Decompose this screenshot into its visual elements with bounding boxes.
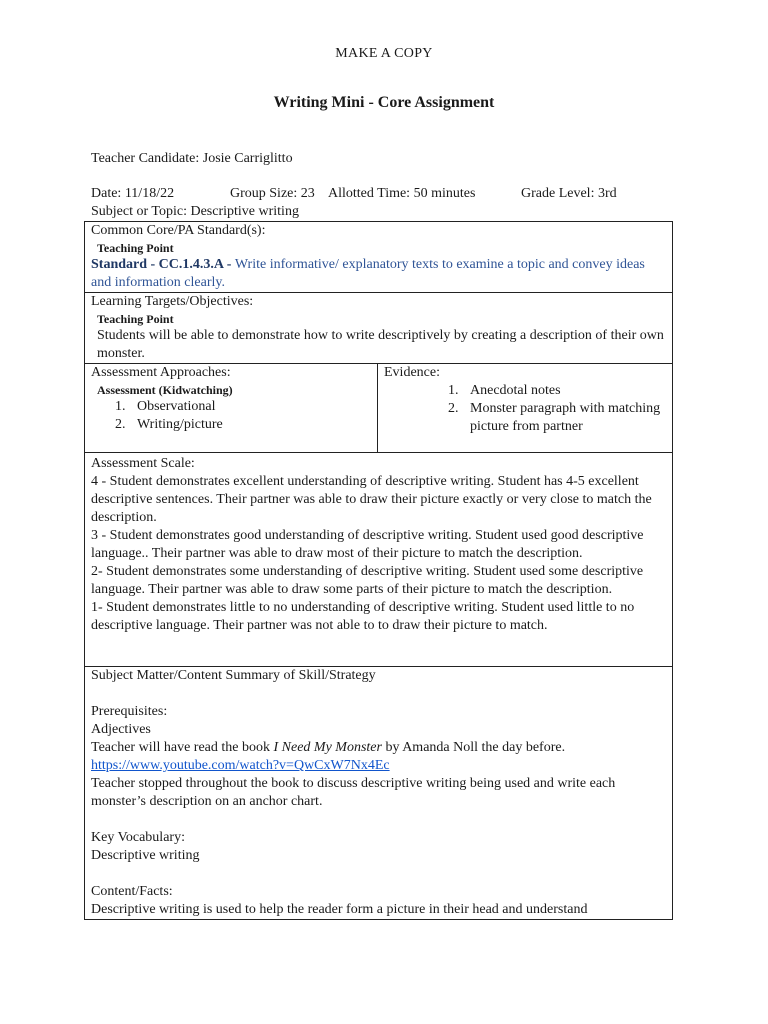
list-item: 1. Anecdotal notes [448, 383, 561, 398]
objectives-heading: Learning Targets/Objectives: [91, 294, 254, 309]
list-item: 1. Observational [115, 399, 216, 414]
standards-row [85, 222, 673, 293]
standards-teaching-point: Teaching Point [97, 241, 174, 255]
scale-level-4: 4 - Student demonstrates excellent understanding of descriptive writing. Student has 4-5 excellent descriptive sentences. Their partner was able to draw their picture exactly or very close to match the description. [91, 474, 652, 525]
prerequisites-heading: Prerequisites: [91, 704, 168, 719]
scale-level-1: 1- Student demonstrates little to no understanding of descriptive writing. Student used little to no descriptive language. Their partner was not able to to draw their picture to match. [91, 600, 635, 633]
make-a-copy-note: MAKE A COPY [335, 46, 433, 61]
meta-row [91, 186, 691, 204]
standard-statement [91, 256, 666, 292]
facts-heading: Content/Facts: [91, 884, 173, 899]
evidence-heading: Evidence: [384, 365, 440, 380]
list-item: 2. Monster paragraph with matching picture from partner [448, 401, 661, 434]
book-sentence: Teacher will have read the book I Need My Monster by Amanda Noll the day before. [91, 740, 566, 755]
scale-heading: Assessment Scale: [91, 456, 195, 471]
scale-level-2: 2- Student demonstrates some understanding of descriptive writing. Student used some descriptive language. Their partner was able to draw some parts of their picture to match the description. [91, 564, 644, 597]
objectives-text: Students will be able to demonstrate how to write descriptively by creating a description of their own monster. [97, 328, 664, 361]
standard-description: Write informative/ explanatory texts to examine a topic and convey ideas and information clearly. [91, 257, 645, 290]
grade-level-field: Grade Level: 3rd [521, 186, 617, 201]
allotted-time-field: Allotted Time: 50 minutes [328, 186, 476, 201]
assessment-heading: Assessment Approaches: [91, 365, 231, 380]
assessment-approaches-cell [85, 364, 378, 453]
document-title: Writing Mini - Core Assignment [273, 94, 495, 111]
youtube-link[interactable]: https://www.youtube.com/watch?v=QwCxW7Nx4Ec [91, 758, 390, 773]
teacher-candidate: Teacher Candidate: Josie Carriglitto [91, 151, 293, 166]
objectives-row [85, 293, 673, 364]
assessment-scale-row [85, 453, 673, 667]
prerequisite-item: Adjectives [91, 722, 151, 737]
lesson-plan-table [84, 221, 673, 920]
facts-text: Descriptive writing is used to help the reader form a picture in their head and understand [91, 902, 588, 917]
content-heading: Subject Matter/Content Summary of Skill/Strategy [91, 668, 376, 683]
assessment-list [115, 398, 371, 434]
standard-code: Standard - CC.1.4.3.A - [91, 257, 235, 272]
standards-heading: Common Core/PA Standard(s): [91, 223, 266, 238]
vocabulary-item: Descriptive writing [91, 848, 200, 863]
vocabulary-heading: Key Vocabulary: [91, 830, 185, 845]
assessment-subheading: Assessment (Kidwatching) [97, 383, 233, 397]
objectives-teaching-point: Teaching Point [97, 312, 174, 326]
content-summary-row [85, 667, 673, 920]
evidence-cell [378, 364, 673, 453]
assessment-row [85, 364, 673, 453]
date-field: Date: 11/18/22 [91, 186, 175, 201]
scale-level-3: 3 - Student demonstrates good understanding of descriptive writing. Student used good descriptive language.. Their partner was able to draw most of their picture to match the description. [91, 528, 644, 561]
anchor-chart-sentence: Teacher stopped throughout the book to discuss descriptive writing being used and write each monster’s description on an anchor chart. [91, 776, 616, 809]
list-item: 2. Writing/picture [115, 417, 223, 432]
evidence-list [448, 382, 666, 436]
subject-topic: Subject or Topic: Descriptive writing [91, 204, 299, 219]
group-size-field: Group Size: 23 [230, 186, 315, 201]
book-title: I Need My Monster [273, 740, 382, 755]
